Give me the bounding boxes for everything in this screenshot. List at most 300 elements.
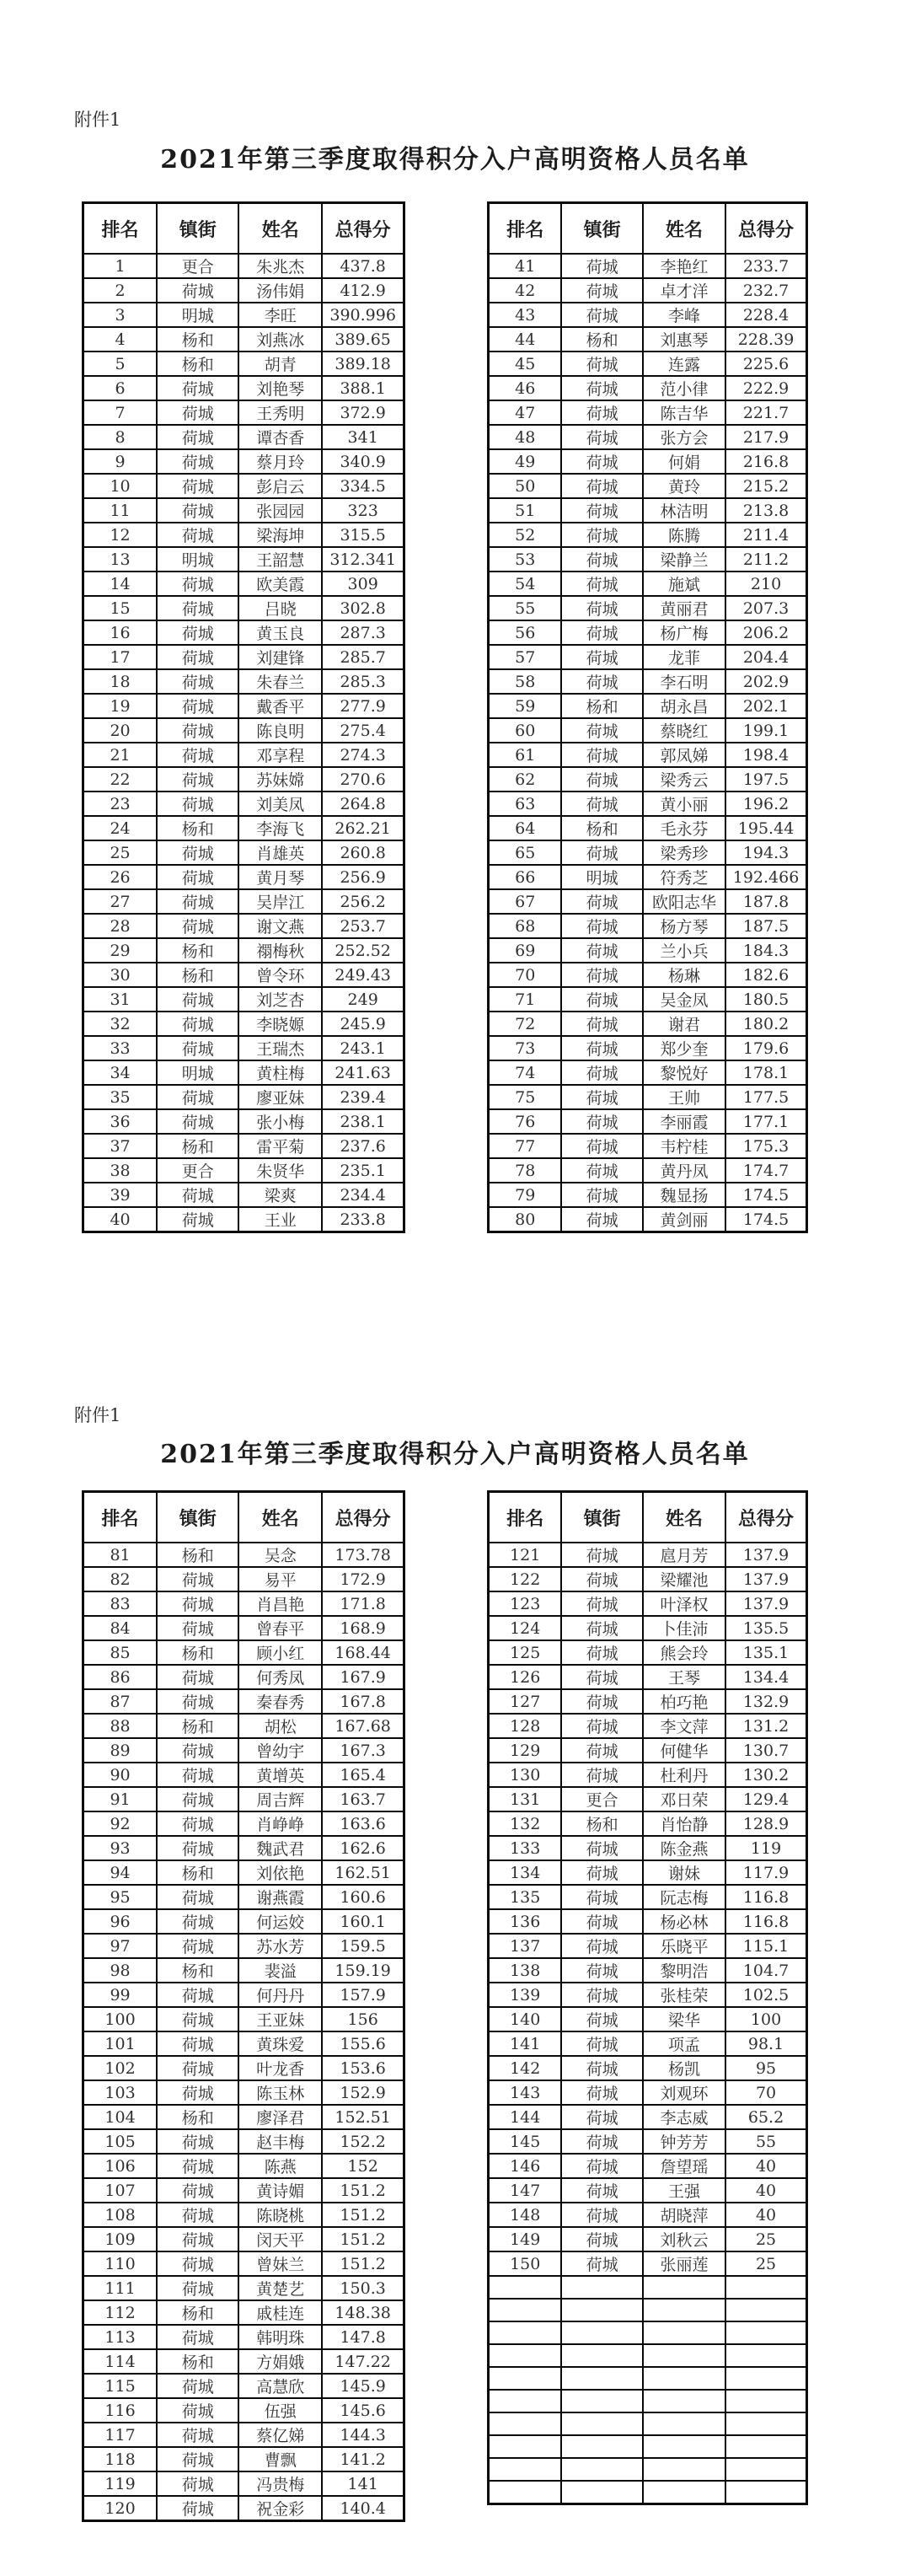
table-row: [489, 1860, 807, 1885]
score-cell: 285.3: [322, 669, 404, 694]
table-row: [83, 2056, 404, 2080]
town-cell: 荷城: [157, 1036, 238, 1060]
table-row: [83, 963, 404, 987]
rank-cell: 132: [489, 1811, 562, 1836]
town-cell: 荷城: [561, 1836, 642, 1860]
town-cell: [561, 2458, 642, 2481]
town-cell: 荷城: [561, 2154, 642, 2178]
name-cell: 刘惠琴: [643, 327, 725, 352]
name-cell: 周吉辉: [238, 1787, 322, 1811]
rank-cell: 102: [83, 2056, 158, 2080]
town-cell: 荷城: [157, 2423, 238, 2447]
name-cell: 谢君: [643, 1012, 725, 1036]
rank-cell: 101: [83, 2031, 158, 2056]
score-cell: 238.1: [322, 1109, 404, 1134]
rank-cell: [489, 2344, 562, 2367]
name-cell: 连露: [643, 352, 725, 376]
town-cell: 荷城: [561, 1958, 642, 1983]
table-row: [489, 1958, 807, 1983]
score-cell: 174.5: [725, 1207, 806, 1232]
name-cell: 祝金彩: [238, 2496, 322, 2521]
name-cell: 王瑞杰: [238, 1036, 322, 1060]
name-cell: 兰小兵: [643, 938, 725, 963]
rank-cell: 1: [83, 254, 158, 278]
score-cell: 192.466: [725, 865, 806, 889]
town-cell: 荷城: [561, 498, 642, 523]
table-row: [489, 278, 807, 303]
table-row: [83, 2471, 404, 2496]
score-cell: 210: [725, 572, 806, 596]
score-cell: 159.19: [322, 1958, 404, 1983]
name-cell: 吕晓: [238, 596, 322, 620]
table-row: [489, 669, 807, 694]
town-cell: [561, 2435, 642, 2458]
rank-cell: 37: [83, 1134, 158, 1158]
table-row: [489, 2458, 807, 2481]
score-cell: 260.8: [322, 840, 404, 865]
town-cell: 荷城: [561, 1983, 642, 2007]
name-cell: 肖怡静: [643, 1811, 725, 1836]
name-cell: 韦柠桂: [643, 1134, 725, 1158]
name-cell: 梁耀池: [643, 1567, 725, 1591]
rank-table-121-150: [487, 1490, 808, 2505]
table-row: [83, 2129, 404, 2154]
table-row: [489, 572, 807, 596]
table-row: [83, 425, 404, 449]
rank-cell: 17: [83, 645, 158, 669]
rank-cell: 130: [489, 1763, 562, 1787]
table-row: [489, 596, 807, 620]
table-row: [489, 547, 807, 572]
name-cell: 曾妹兰: [238, 2251, 322, 2276]
table-row: [83, 743, 404, 767]
table-row: [83, 449, 404, 474]
score-cell: 187.8: [725, 889, 806, 914]
name-cell: 魏武君: [238, 1836, 322, 1860]
name-cell: 汤伟娟: [238, 278, 322, 303]
score-cell: 256.2: [322, 889, 404, 914]
table-row: [83, 1616, 404, 1640]
rank-table-1-40: [82, 201, 405, 1233]
name-cell: 裴溢: [238, 1958, 322, 1983]
score-cell: 141: [322, 2471, 404, 2496]
table-row: [83, 1714, 404, 1738]
town-cell: 杨和: [157, 816, 238, 840]
rank-cell: [489, 2390, 562, 2412]
table-row: [83, 498, 404, 523]
table-row: [489, 2390, 807, 2412]
name-cell: 苏妹嫦: [238, 767, 322, 792]
table-row: [83, 1640, 404, 1665]
name-cell: 谭杏香: [238, 425, 322, 449]
town-cell: 荷城: [561, 278, 642, 303]
table-row: [489, 718, 807, 743]
town-cell: 荷城: [561, 1085, 642, 1109]
score-cell: 249: [322, 987, 404, 1012]
town-cell: 荷城: [157, 620, 238, 645]
score-cell: 315.5: [322, 523, 404, 547]
town-cell: 荷城: [157, 2056, 238, 2080]
rank-cell: 73: [489, 1036, 562, 1060]
score-cell: [725, 2367, 806, 2390]
rank-cell: 7: [83, 400, 158, 425]
table-row: [489, 1763, 807, 1787]
town-cell: 荷城: [157, 1109, 238, 1134]
table-row: [83, 1207, 404, 1232]
town-cell: 荷城: [561, 547, 642, 572]
town-cell: 荷城: [561, 1714, 642, 1738]
name-cell: 秦春秀: [238, 1689, 322, 1714]
rank-cell: 27: [83, 889, 158, 914]
name-cell: 谢妹: [643, 1860, 725, 1885]
town-cell: 杨和: [157, 1543, 238, 1567]
town-cell: 荷城: [157, 2227, 238, 2251]
town-cell: 荷城: [561, 2105, 642, 2129]
rank-cell: 63: [489, 792, 562, 816]
score-cell: 174.5: [725, 1183, 806, 1207]
table-row: [489, 2367, 807, 2390]
town-cell: 杨和: [157, 2349, 238, 2374]
table-row: [83, 400, 404, 425]
name-cell: 李艳红: [643, 254, 725, 278]
rank-cell: 2: [83, 278, 158, 303]
score-cell: 119: [725, 1836, 806, 1860]
table-row: [489, 254, 807, 278]
score-cell: 312.341: [322, 547, 404, 572]
score-cell: 172.9: [322, 1567, 404, 1591]
score-cell: 137.9: [725, 1543, 806, 1567]
score-cell: 116.8: [725, 1909, 806, 1934]
score-cell: 234.4: [322, 1183, 404, 1207]
score-cell: 178.1: [725, 1060, 806, 1085]
town-cell: 荷城: [561, 376, 642, 400]
score-cell: 180.5: [725, 987, 806, 1012]
score-cell: 40: [725, 2203, 806, 2227]
town-cell: 杨和: [561, 694, 642, 718]
score-cell: 202.1: [725, 694, 806, 718]
name-cell: 蔡亿娣: [238, 2423, 322, 2447]
table-row: [489, 1567, 807, 1591]
table-row: [83, 1109, 404, 1134]
name-cell: 黄月琴: [238, 865, 322, 889]
table-row: [83, 1543, 404, 1567]
town-cell: 杨和: [157, 2300, 238, 2325]
score-cell: 144.3: [322, 2423, 404, 2447]
town-cell: 荷城: [561, 1689, 642, 1714]
rank-cell: 42: [489, 278, 562, 303]
town-cell: 荷城: [561, 1567, 642, 1591]
score-cell: 140.4: [322, 2496, 404, 2521]
town-cell: 荷城: [561, 1591, 642, 1616]
score-cell: [725, 2390, 806, 2412]
name-cell: 毛永芬: [643, 816, 725, 840]
name-cell: 黄玲: [643, 474, 725, 498]
score-cell: 152.9: [322, 2080, 404, 2105]
score-cell: 151.2: [322, 2203, 404, 2227]
rank-cell: 125: [489, 1640, 562, 1665]
name-cell: [643, 2321, 725, 2344]
name-cell: 李旺: [238, 303, 322, 327]
rank-cell: 103: [83, 2080, 158, 2105]
name-cell: 李海飞: [238, 816, 322, 840]
column-header: 镇街: [157, 203, 238, 255]
town-cell: 明城: [561, 865, 642, 889]
rank-cell: 82: [83, 1567, 158, 1591]
table-row: [489, 1109, 807, 1134]
rank-cell: 20: [83, 718, 158, 743]
score-cell: 372.9: [322, 400, 404, 425]
table-row: [83, 1909, 404, 1934]
rank-cell: 32: [83, 1012, 158, 1036]
name-cell: 黄丹凤: [643, 1158, 725, 1183]
rank-cell: 122: [489, 1567, 562, 1591]
table-row: [83, 2251, 404, 2276]
table-row: [489, 963, 807, 987]
score-cell: 153.6: [322, 2056, 404, 2080]
column-header: 镇街: [157, 1492, 238, 1543]
name-cell: 刘艳琴: [238, 376, 322, 400]
table-row: [83, 1738, 404, 1763]
rank-cell: [489, 2481, 562, 2504]
name-cell: 胡松: [238, 1714, 322, 1738]
town-cell: 荷城: [561, 1763, 642, 1787]
rank-cell: 149: [489, 2227, 562, 2251]
town-cell: 荷城: [157, 1738, 238, 1763]
rank-cell: 75: [489, 1085, 562, 1109]
rank-cell: 62: [489, 767, 562, 792]
column-header: 总得分: [725, 203, 806, 255]
name-cell: 李晓嫄: [238, 1012, 322, 1036]
town-cell: 荷城: [157, 1885, 238, 1909]
rank-cell: 26: [83, 865, 158, 889]
town-cell: 荷城: [561, 2080, 642, 2105]
name-cell: 朱兆杰: [238, 254, 322, 278]
rank-cell: 150: [489, 2251, 562, 2276]
attachment-label: 附件1: [74, 110, 121, 130]
town-cell: 荷城: [561, 2251, 642, 2276]
town-cell: [561, 2321, 642, 2344]
name-cell: 李志威: [643, 2105, 725, 2129]
table-row: [489, 449, 807, 474]
score-cell: 177.5: [725, 1085, 806, 1109]
town-cell: 荷城: [561, 596, 642, 620]
town-cell: 荷城: [561, 1012, 642, 1036]
table-row: [83, 1158, 404, 1183]
rank-cell: 81: [83, 1543, 158, 1567]
table-row: [83, 2300, 404, 2325]
town-cell: [561, 2412, 642, 2435]
town-cell: 荷城: [561, 1543, 642, 1567]
page-title: 2021年第三季度取得积分入户高明资格人员名单: [160, 145, 750, 174]
town-cell: 荷城: [561, 2129, 642, 2154]
name-cell: 何运姣: [238, 1909, 322, 1934]
name-cell: 欧阳志华: [643, 889, 725, 914]
score-cell: 151.2: [322, 2251, 404, 2276]
rank-cell: 121: [489, 1543, 562, 1567]
rank-cell: 134: [489, 1860, 562, 1885]
name-cell: 郭凤娣: [643, 743, 725, 767]
name-cell: 黎明浩: [643, 1958, 725, 1983]
table-row: [83, 1934, 404, 1958]
table-row: [489, 2481, 807, 2504]
town-cell: 荷城: [157, 474, 238, 498]
table-row: [83, 792, 404, 816]
score-cell: 70: [725, 2080, 806, 2105]
town-cell: 明城: [157, 1060, 238, 1085]
table-row: [489, 1787, 807, 1811]
table-row: [83, 2496, 404, 2521]
rank-cell: 36: [83, 1109, 158, 1134]
town-cell: 荷城: [157, 1665, 238, 1689]
town-cell: 荷城: [561, 1183, 642, 1207]
score-cell: 167.9: [322, 1665, 404, 1689]
name-cell: 陈良明: [238, 718, 322, 743]
score-cell: 256.9: [322, 865, 404, 889]
rank-cell: 144: [489, 2105, 562, 2129]
town-cell: 杨和: [157, 963, 238, 987]
table-row: [83, 2154, 404, 2178]
score-cell: 155.6: [322, 2031, 404, 2056]
table-row: [83, 1787, 404, 1811]
town-cell: 荷城: [561, 792, 642, 816]
table-row: [489, 1836, 807, 1860]
header-row: [83, 203, 404, 255]
table-row: [83, 1591, 404, 1616]
town-cell: 荷城: [157, 1591, 238, 1616]
town-cell: 荷城: [157, 2471, 238, 2496]
rank-cell: 31: [83, 987, 158, 1012]
score-cell: 145.6: [322, 2398, 404, 2423]
name-cell: 禤梅秋: [238, 938, 322, 963]
name-cell: 张小梅: [238, 1109, 322, 1134]
town-cell: 荷城: [561, 718, 642, 743]
table-row: [489, 1885, 807, 1909]
score-cell: 145.9: [322, 2374, 404, 2398]
town-cell: 杨和: [157, 938, 238, 963]
town-cell: 杨和: [157, 1714, 238, 1738]
score-cell: 167.8: [322, 1689, 404, 1714]
table-row: [489, 914, 807, 938]
name-cell: 张桂荣: [643, 1983, 725, 2007]
rank-cell: 46: [489, 376, 562, 400]
rank-cell: 15: [83, 596, 158, 620]
score-cell: 390.996: [322, 303, 404, 327]
rank-cell: 146: [489, 2154, 562, 2178]
table-row: [83, 1689, 404, 1714]
rank-cell: 99: [83, 1983, 158, 2007]
name-cell: 曹飘: [238, 2447, 322, 2471]
score-cell: 274.3: [322, 743, 404, 767]
table-row: [489, 987, 807, 1012]
name-cell: 李文萍: [643, 1714, 725, 1738]
town-cell: 荷城: [157, 1207, 238, 1232]
table-row: [83, 1134, 404, 1158]
score-cell: [725, 2412, 806, 2435]
rank-cell: 53: [489, 547, 562, 572]
rank-cell: 87: [83, 1689, 158, 1714]
name-cell: 梁静兰: [643, 547, 725, 572]
score-cell: 134.4: [725, 1665, 806, 1689]
name-cell: 谢文燕: [238, 914, 322, 938]
name-cell: 吴念: [238, 1543, 322, 1567]
town-cell: 荷城: [157, 2447, 238, 2471]
column-header: 姓名: [643, 1492, 725, 1543]
name-cell: 刘依艳: [238, 1860, 322, 1885]
rank-cell: 112: [83, 2300, 158, 2325]
town-cell: 荷城: [561, 914, 642, 938]
town-cell: 荷城: [157, 2374, 238, 2398]
score-cell: 116.8: [725, 1885, 806, 1909]
name-cell: 黄剑丽: [643, 1207, 725, 1232]
table-row: [83, 2325, 404, 2349]
rank-cell: 124: [489, 1616, 562, 1640]
name-cell: [643, 2481, 725, 2504]
score-cell: [725, 2481, 806, 2504]
name-cell: 肖昌艳: [238, 1591, 322, 1616]
rank-cell: 55: [489, 596, 562, 620]
rank-cell: 52: [489, 523, 562, 547]
name-cell: 王亚妹: [238, 2007, 322, 2031]
score-cell: 187.5: [725, 914, 806, 938]
town-cell: 荷城: [561, 1134, 642, 1158]
score-cell: 249.43: [322, 963, 404, 987]
town-cell: 荷城: [561, 2007, 642, 2031]
rank-cell: 84: [83, 1616, 158, 1640]
town-cell: 荷城: [157, 792, 238, 816]
name-cell: 肖峥峥: [238, 1811, 322, 1836]
name-cell: 扈月芳: [643, 1543, 725, 1567]
table-row: [83, 914, 404, 938]
rank-cell: 9: [83, 449, 158, 474]
rank-cell: 49: [489, 449, 562, 474]
score-cell: 117.9: [725, 1860, 806, 1885]
table-row: [83, 572, 404, 596]
town-cell: 荷城: [157, 840, 238, 865]
town-cell: 杨和: [157, 1958, 238, 1983]
score-cell: 160.6: [322, 1885, 404, 1909]
score-cell: 135.5: [725, 1616, 806, 1640]
rank-cell: 16: [83, 620, 158, 645]
rank-cell: [489, 2458, 562, 2481]
rank-cell: 38: [83, 1158, 158, 1183]
score-cell: 196.2: [725, 792, 806, 816]
score-cell: 215.2: [725, 474, 806, 498]
town-cell: 荷城: [561, 1158, 642, 1183]
rank-cell: 66: [489, 865, 562, 889]
column-header: 镇街: [561, 1492, 642, 1543]
rank-cell: 148: [489, 2203, 562, 2227]
name-cell: 梁海坤: [238, 523, 322, 547]
name-cell: 柏巧艳: [643, 1689, 725, 1714]
score-cell: 232.7: [725, 278, 806, 303]
score-cell: 129.4: [725, 1787, 806, 1811]
score-cell: [725, 2299, 806, 2321]
town-cell: 荷城: [157, 1909, 238, 1934]
score-cell: 213.8: [725, 498, 806, 523]
name-cell: 朱春兰: [238, 669, 322, 694]
name-cell: 杜利丹: [643, 1763, 725, 1787]
name-cell: 刘秋云: [643, 2227, 725, 2251]
name-cell: 符秀芝: [643, 865, 725, 889]
table-row: [489, 743, 807, 767]
score-cell: 228.39: [725, 327, 806, 352]
rank-cell: 115: [83, 2374, 158, 2398]
score-cell: 195.44: [725, 816, 806, 840]
town-cell: 荷城: [561, 840, 642, 865]
name-cell: 李石明: [643, 669, 725, 694]
table-row: [83, 938, 404, 963]
rank-cell: 8: [83, 425, 158, 449]
